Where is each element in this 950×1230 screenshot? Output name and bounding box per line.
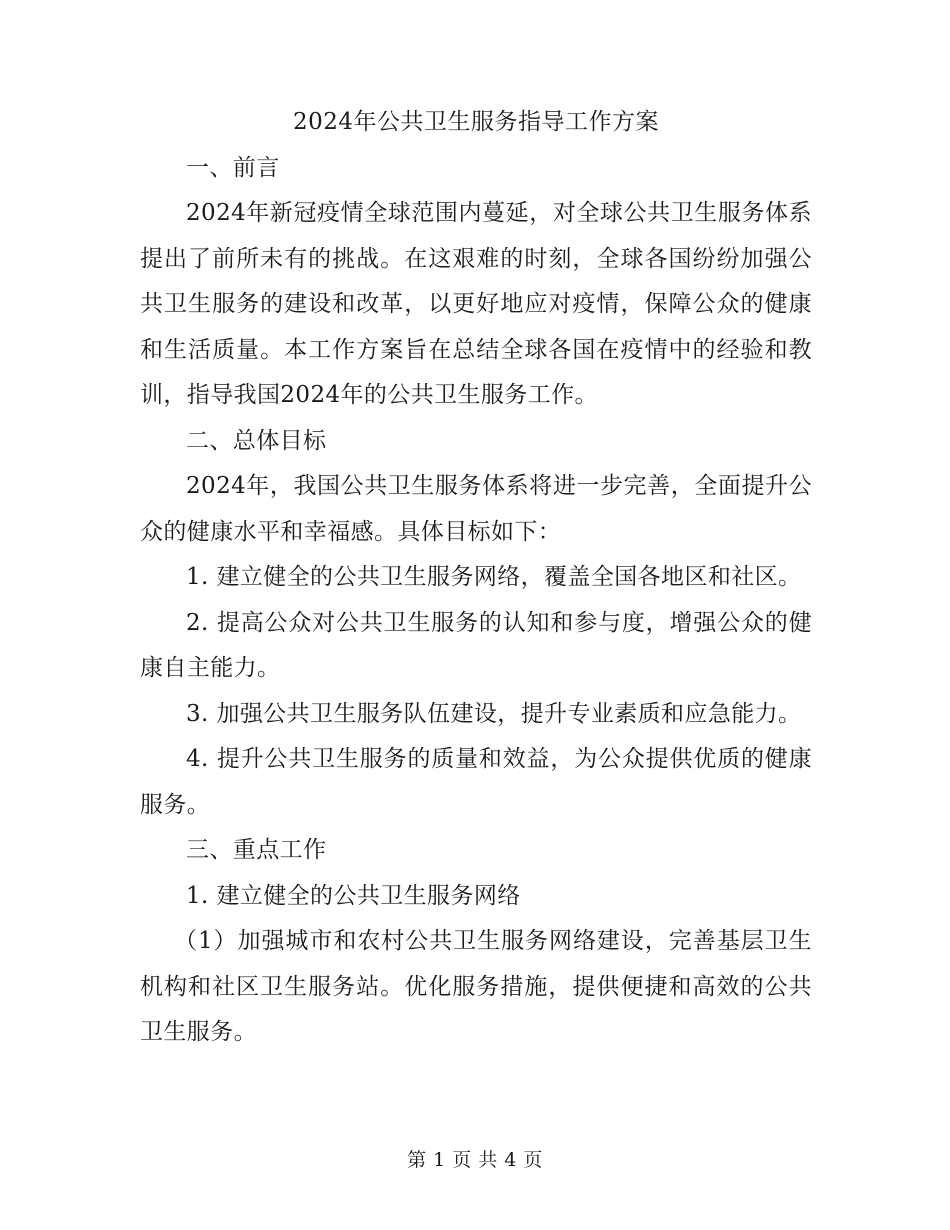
key-work-subitem-1: （1）加强城市和农村公共卫生服务网络建设，完善基层卫生机构和社区卫生服务站。优化服务措施，提供便捷和高效的公共卫生服务。 — [140, 928, 812, 1045]
goal-item-3: 3. 加强公共卫生服务队伍建设，提升专业素质和应急能力。 — [186, 700, 802, 727]
goal-item-2: 2. 提高公众对公共卫生服务的认知和参与度，增强公众的健康自主能力。 — [140, 609, 812, 681]
document-body — [140, 100, 812, 1056]
goal-item-1: 1. 建立健全的公共卫生服务网络，覆盖全国各地区和社区。 — [186, 564, 802, 590]
key-work-item-1: 1. 建立健全的公共卫生服务网络 — [186, 882, 521, 909]
paragraph-goals-intro: 2024年，我国公共卫生服务体系将进一步完善，全面提升公众的健康水平和幸福感。具体目标如下： — [140, 473, 812, 545]
goal-item-4: 4. 提升公共卫生服务的质量和效益，为公众提供优质的健康服务。 — [140, 746, 812, 818]
section-heading-goals: 二、总体目标 — [186, 427, 327, 454]
section-heading-preface: 一、前言 — [186, 154, 280, 181]
document-title: 2024年公共卫生服务指导工作方案 — [292, 109, 660, 135]
page-footer: 第 1 页 共 4 页 — [407, 1149, 543, 1171]
section-heading-key-work: 三、重点工作 — [186, 837, 327, 863]
paragraph-preface: 2024年新冠疫情全球范围内蔓延，对全球公共卫生服务体系提出了前所未有的挑战。在这艰难的时刻，全球各国纷纷加强公共卫生服务的建设和改革，以更好地应对疫情，保障公众的健康和生活质量。本工作方案旨在总结全球各国在疫情中的经验和教训，指导我国2024年的公共卫生服务工作。 — [140, 200, 812, 408]
